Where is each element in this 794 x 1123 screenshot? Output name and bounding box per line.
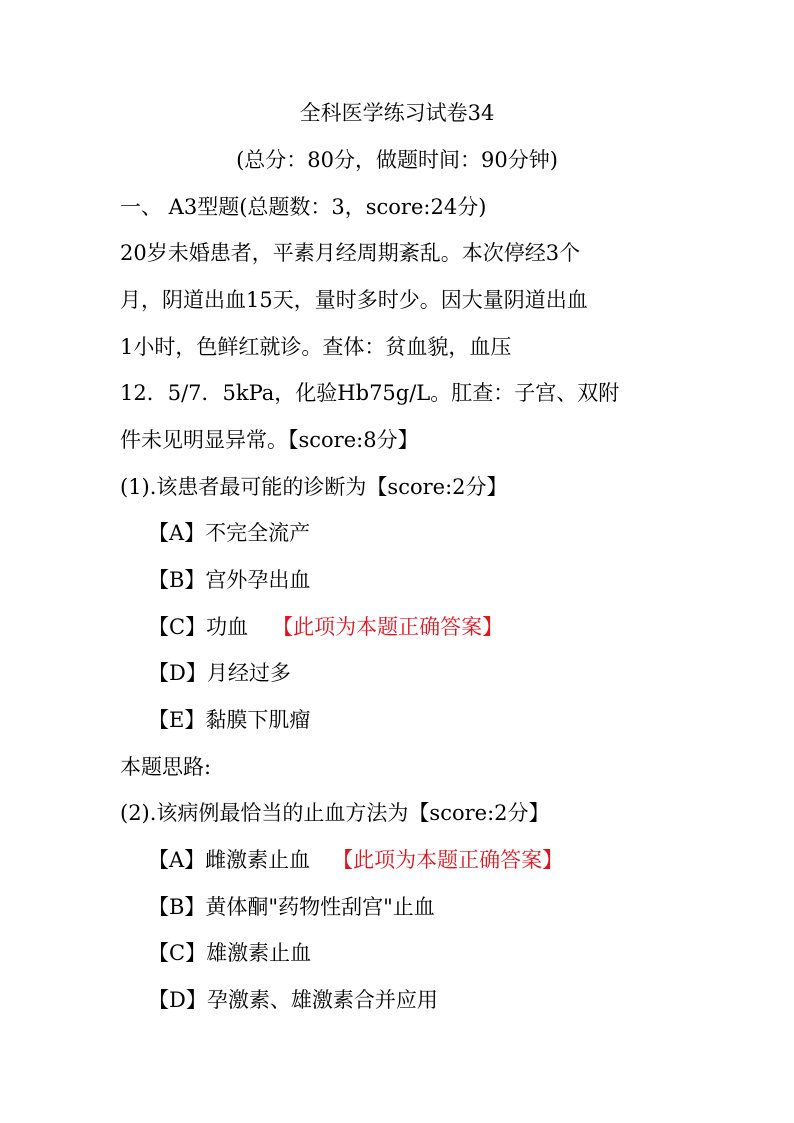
option-b[interactable]: [148, 565, 310, 595]
option-text: 【E】黏膜下肌瘤: [148, 708, 311, 732]
option-c[interactable]: [148, 938, 311, 968]
analysis-label: 本题思路:: [120, 755, 212, 779]
correct-answer-mark: 【此项为本题正确答案】: [332, 848, 564, 872]
question-stem: (1).该患者最可能的诊断为【score:2分】: [120, 475, 508, 499]
option-text: 【B】宫外孕出血: [148, 568, 311, 592]
option-text: 【C】功血: [148, 615, 249, 639]
case-line: 1小时，色鲜红就诊。查体：贫血貌，血压: [120, 335, 512, 359]
correct-answer-mark: 【此项为本题正确答案】: [272, 615, 504, 639]
option-text: 【D】月经过多: [148, 661, 291, 685]
option-b[interactable]: [148, 892, 435, 922]
option-text: 【B】黄体酮"药物性刮宫"止血: [148, 895, 435, 919]
page-title: 全科医学练习试卷34: [299, 101, 495, 125]
option-a[interactable]: [148, 518, 310, 548]
question-stem: (2).该病例最恰当的止血方法为【score:2分】: [120, 801, 550, 825]
case-line: 件未见明显异常。【score:8分】: [120, 428, 419, 452]
case-line: 12．5/7．5kPa，化验Hb75g/L。肛查：子宫、双附: [120, 381, 620, 405]
option-d[interactable]: [148, 985, 438, 1015]
exam-info: (总分：80分，做题时间：90分钟): [236, 148, 558, 172]
option-text: 【D】孕激素、雄激素合并应用: [148, 988, 438, 1012]
case-line: 20岁未婚患者，平素月经周期紊乱。本次停经3个: [120, 241, 581, 265]
case-line: 月，阴道出血15天，量时多时少。因大量阴道出血: [120, 288, 588, 312]
option-a[interactable]: [148, 845, 563, 875]
option-text: 【C】雄激素止血: [148, 941, 312, 965]
option-text: 【A】雌激素止血: [148, 848, 311, 872]
option-d[interactable]: [148, 658, 291, 688]
option-text: 【A】不完全流产: [148, 521, 311, 545]
section-heading: 一、 A3型题(总题数：3，score:24分): [120, 195, 487, 219]
option-c[interactable]: [148, 612, 503, 642]
option-e[interactable]: [148, 705, 310, 735]
